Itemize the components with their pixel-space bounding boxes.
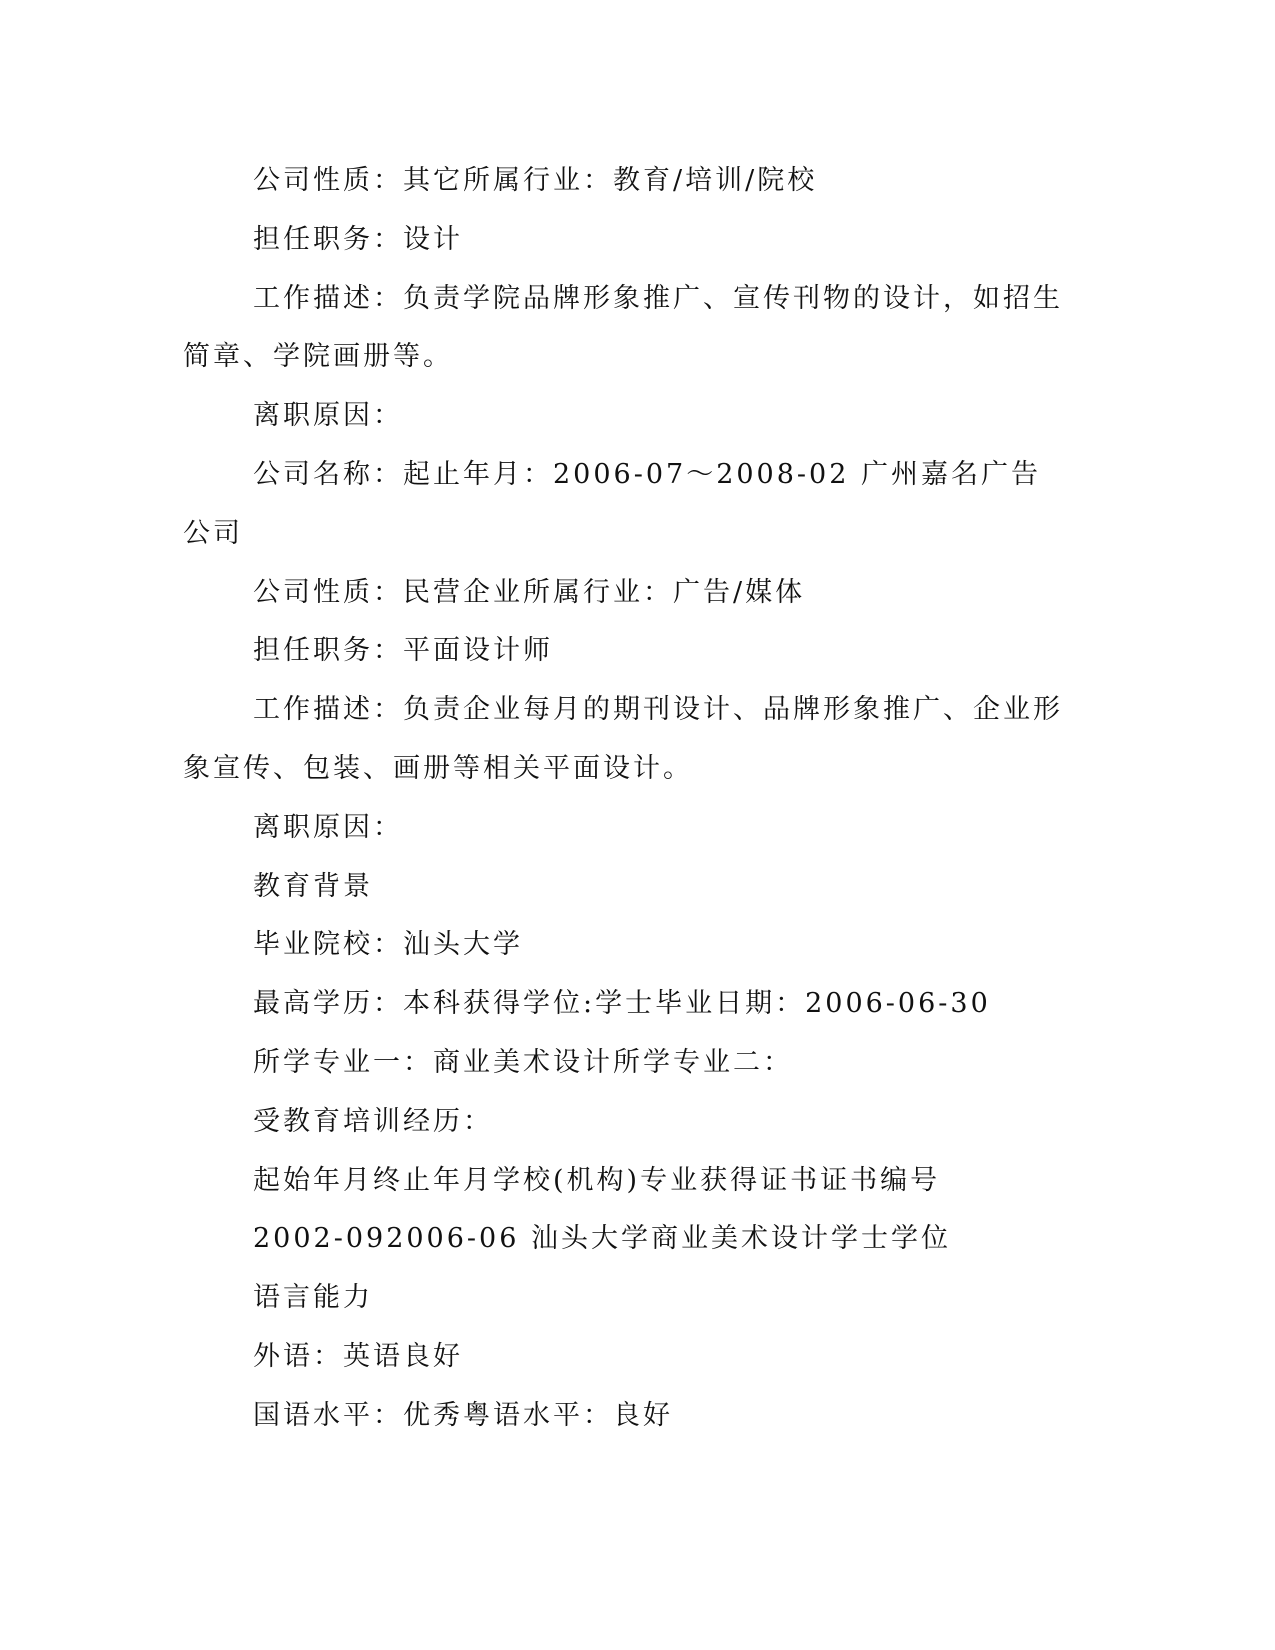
training-table-header: 起始年月终止年月学校(机构)专业获得证书证书编号 (253, 1164, 941, 1196)
company-type-line: 公司性质：民营企业所属行业：广告/媒体 (253, 576, 806, 608)
highest-degree-line: 最高学历：本科获得学位:学士毕业日期：2006-06-30 (253, 988, 991, 1020)
graduation-school-line: 毕业院校：汕头大学 (253, 929, 523, 961)
position-line: 担任职务：设计 (253, 223, 463, 255)
mandarin-cantonese-line: 国语水平：优秀粤语水平：良好 (253, 1399, 673, 1431)
company-name-line: 公司名称：起止年月：2006-07～2008-02 广州嘉名广告公司 (183, 458, 1041, 549)
training-table-row: 2002-092006-06 汕头大学商业美术设计学士学位 (253, 1223, 951, 1255)
foreign-language-line: 外语：英语良好 (253, 1340, 463, 1372)
company-type-line: 公司性质：其它所属行业：教育/培训/院校 (253, 165, 818, 196)
leaving-reason-line: 离职原因： (253, 400, 403, 432)
document-body (183, 152, 1068, 1446)
major-line: 所学专业一：商业美术设计所学专业二： (253, 1046, 793, 1078)
job-description-paragraph: 工作描述：负责学院品牌形象推广、宣传刊物的设计，如招生简章、学院画册等。 (183, 282, 1063, 373)
education-heading: 教育背景 (253, 870, 373, 902)
training-heading: 受教育培训经历： (253, 1105, 493, 1137)
position-line: 担任职务：平面设计师 (253, 635, 553, 667)
job-description-paragraph: 工作描述：负责企业每月的期刊设计、品牌形象推广、企业形象宣传、包装、画册等相关平面设计。 (183, 694, 1063, 784)
language-heading: 语言能力 (253, 1282, 373, 1314)
leaving-reason-line: 离职原因： (253, 811, 403, 843)
